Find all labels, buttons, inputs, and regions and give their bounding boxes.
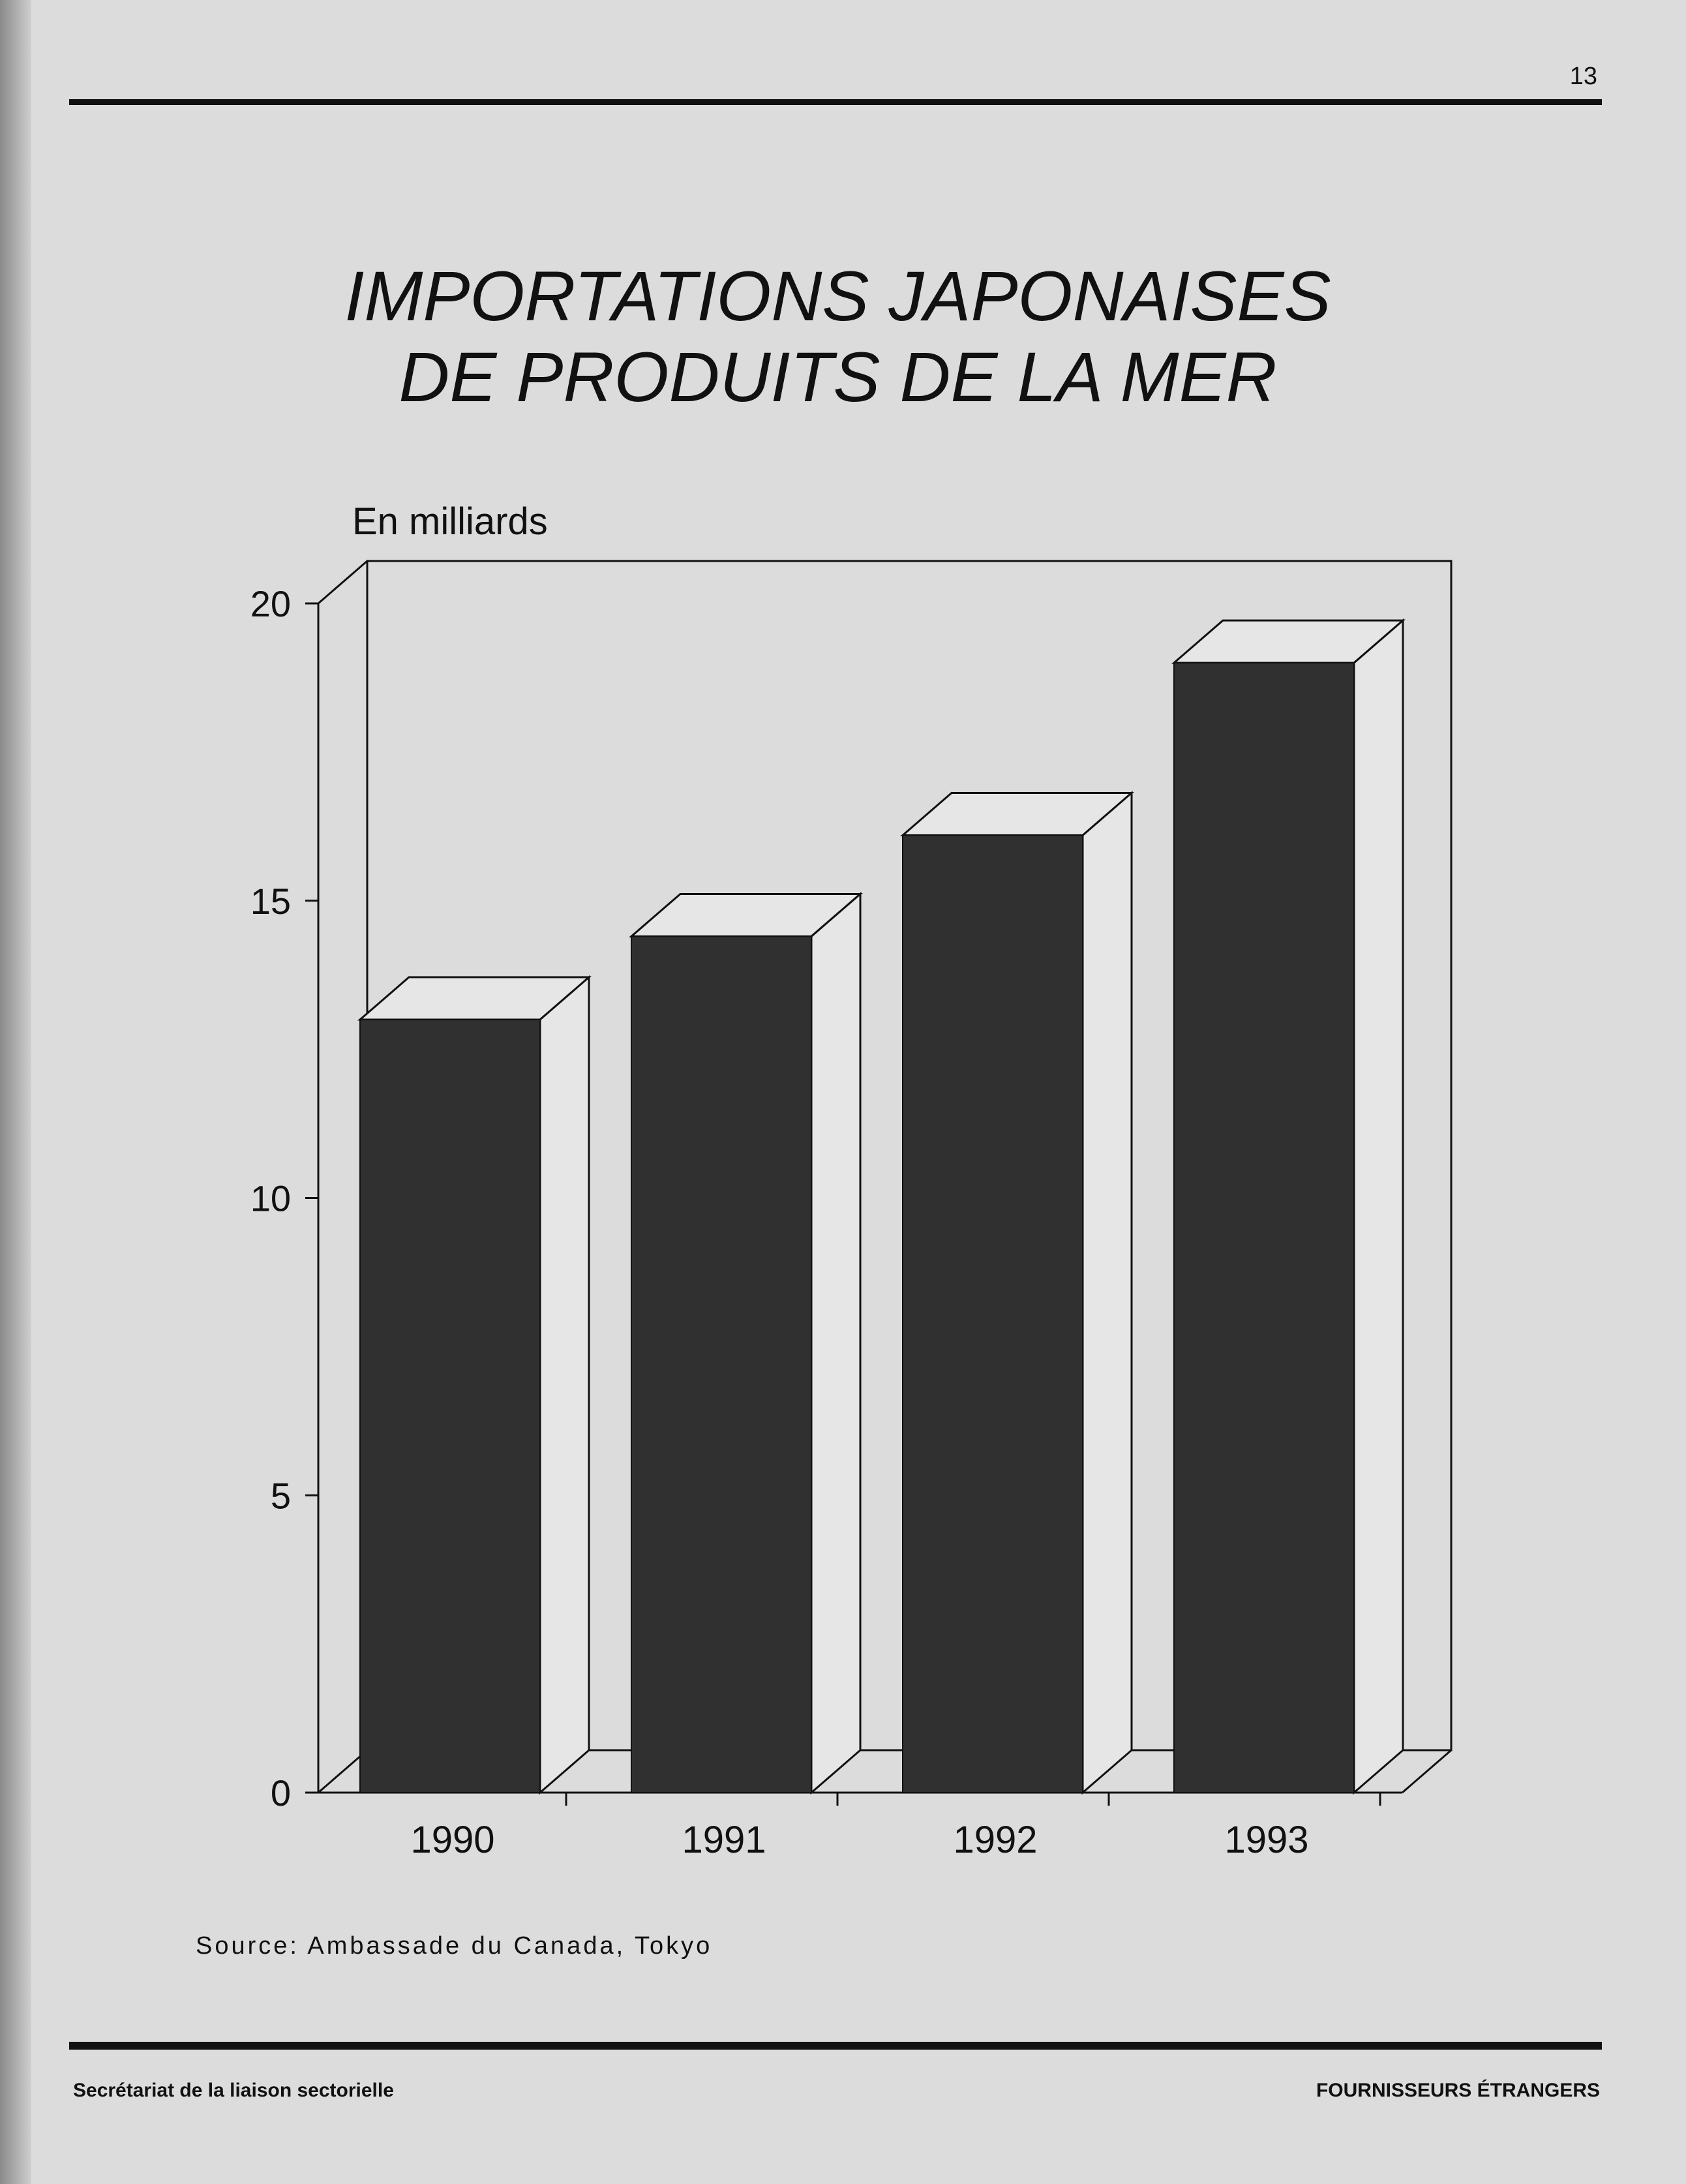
x-tick-label: 1990 [410,1819,495,1861]
y-tick-label: 20 [250,583,291,624]
bar-side-face [811,894,860,1793]
chart-source: Source: Ambassade du Canada, Tokyo [196,1932,713,1960]
bar-1990 [360,1020,540,1793]
bar-side-face [1083,793,1132,1793]
top-depth-edge [318,561,367,603]
chart-title-line-1: IMPORTATIONS JAPONAISES [344,256,1331,335]
bar-side-face [1354,620,1403,1793]
footer-right: FOURNISSEURS ÉTRANGERS [1316,2080,1600,2101]
x-tick-label: 1992 [953,1819,1038,1861]
footer-left: Secrétariat de la liaison sectorielle [73,2080,394,2101]
y-axis-unit-label: En milliards [352,500,548,543]
page-number: 13 [1569,63,1597,90]
bar-side-face [540,977,589,1793]
x-tick-label: 1993 [1224,1819,1309,1861]
y-tick-label: 10 [250,1177,291,1219]
y-tick-label: 5 [270,1475,291,1517]
bar-1992 [903,835,1083,1793]
y-tick-label: 15 [250,880,291,922]
bottom-rule [69,2042,1602,2050]
bar-1991 [631,936,811,1793]
bar-1993 [1174,663,1354,1793]
floor-right-edge [1402,1750,1451,1793]
chart-title-line-2: DE PRODUITS DE LA MER [399,337,1277,416]
y-tick-label: 0 [270,1772,291,1813]
x-tick-label: 1991 [682,1819,766,1861]
